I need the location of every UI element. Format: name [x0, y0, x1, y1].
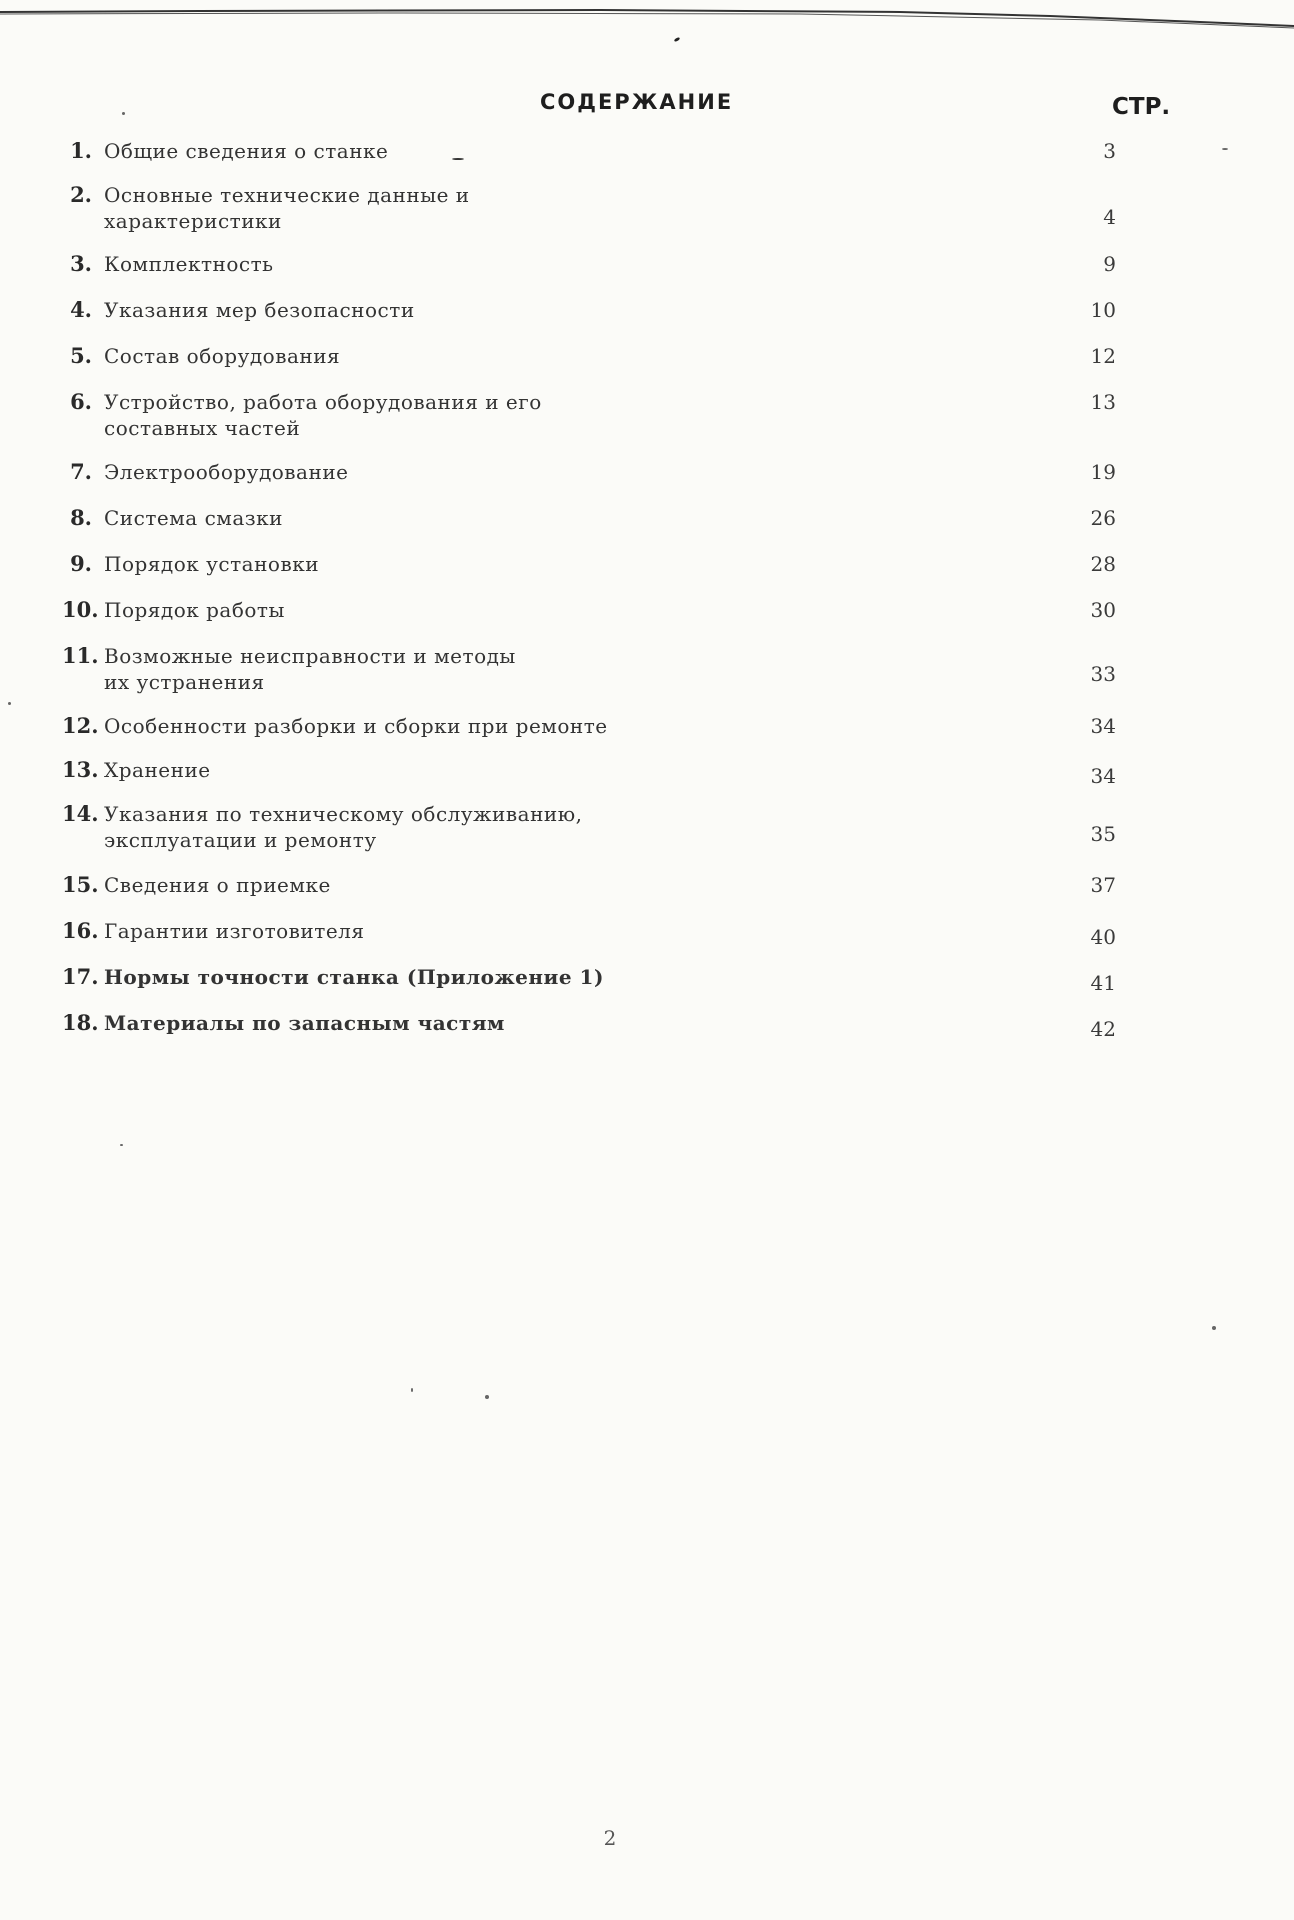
toc-entry-page: 30 [1090, 598, 1116, 622]
toc-entry-page: 9 [1103, 252, 1116, 276]
toc-entry-title: Указания мер безопасности [104, 298, 415, 322]
toc-entry-title: Устройство, работа оборудования и его составных частей [104, 390, 542, 440]
toc-entry-page: 12 [1090, 344, 1116, 368]
scan-speck [452, 158, 464, 160]
toc-entry-title: Возможные неисправности и методы их устранения [104, 644, 516, 694]
toc-entry-page: 34 [1090, 764, 1116, 788]
toc-entry-page: 10 [1090, 298, 1116, 322]
toc-entry-page: 26 [1090, 506, 1116, 530]
toc-entry-title: Основные технические данные и характеристики [104, 183, 470, 233]
toc-entry-number: 8. [70, 505, 92, 530]
toc-entry-page: 40 [1090, 925, 1116, 949]
scan-speck [122, 112, 125, 115]
toc-entry-number: 12. [62, 713, 99, 738]
toc-entry-title: Материалы по запасным частям [104, 1011, 505, 1035]
toc-entry-page: 28 [1090, 552, 1116, 576]
toc-entry-number: 16. [62, 918, 99, 943]
scan-speck [120, 1144, 123, 1146]
toc-entry-number: 6. [70, 389, 92, 414]
toc-entry-number: 17. [62, 964, 99, 989]
toc-entry-number: 5. [70, 343, 92, 368]
toc-entry-page: 42 [1090, 1017, 1116, 1041]
toc-entry-page: 41 [1090, 971, 1116, 995]
top-scan-edge-rule [0, 8, 1294, 34]
toc-entry-title: Хранение [104, 758, 211, 782]
scan-speck [485, 1395, 489, 1399]
footer-page-number: 2 [603, 1826, 617, 1850]
toc-entry-title: Нормы точности станка (Приложение 1) [104, 965, 604, 989]
toc-entry-number: 14. [62, 801, 99, 826]
toc-entry-number: 11. [62, 643, 99, 668]
toc-entry-number: 15. [62, 872, 99, 897]
toc-entry-number: 3. [70, 251, 92, 276]
toc-entry-number: 13. [62, 757, 99, 782]
toc-entry-title: Комплектность [104, 252, 274, 276]
toc-entry-title: Сведения о приемке [104, 873, 331, 897]
toc-entry-page: 34 [1090, 714, 1116, 738]
toc-entry-title: Электрооборудование [104, 460, 349, 484]
toc-entry-number: 2. [70, 182, 92, 207]
scan-speck [1222, 148, 1228, 150]
scan-speck [8, 702, 11, 705]
toc-entry-title: Состав оборудования [104, 344, 341, 368]
toc-entry-title: Общие сведения о станке [104, 139, 389, 163]
toc-entry-title: Порядок работы [104, 598, 285, 622]
toc-entry-page: 37 [1090, 873, 1116, 897]
toc-entry-number: 10. [62, 597, 99, 622]
toc-entry-number: 7. [70, 459, 92, 484]
toc-entry-number: 18. [62, 1010, 99, 1035]
toc-entry-title: Порядок установки [104, 552, 320, 576]
toc-entry-title: Гарантии изготовителя [104, 919, 365, 943]
toc-entry-title: Система смазки [104, 506, 283, 530]
toc-entry-number: 1. [70, 138, 92, 163]
toc-entry-page: 4 [1103, 205, 1116, 229]
toc-entry-page: 35 [1090, 822, 1116, 846]
toc-entry-number: 9. [70, 551, 92, 576]
scan-speck [1212, 1326, 1216, 1330]
toc-entry-page: 19 [1090, 460, 1116, 484]
toc-entry-page: 33 [1090, 662, 1116, 686]
toc-entry-title: Указания по техническому обслуживанию, эксплуатации и ремонту [104, 802, 583, 852]
scan-speck [674, 37, 681, 43]
toc-entry-title: Особенности разборки и сборки при ремонте [104, 714, 608, 738]
page-column-label: СТР. [1112, 94, 1171, 120]
contents-heading: СОДЕРЖАНИЕ [540, 90, 734, 114]
toc-entry-number: 4. [70, 297, 92, 322]
scan-speck [411, 1388, 413, 1392]
toc-entry-page: 13 [1090, 390, 1116, 414]
toc-entry-page: 3 [1103, 139, 1116, 163]
